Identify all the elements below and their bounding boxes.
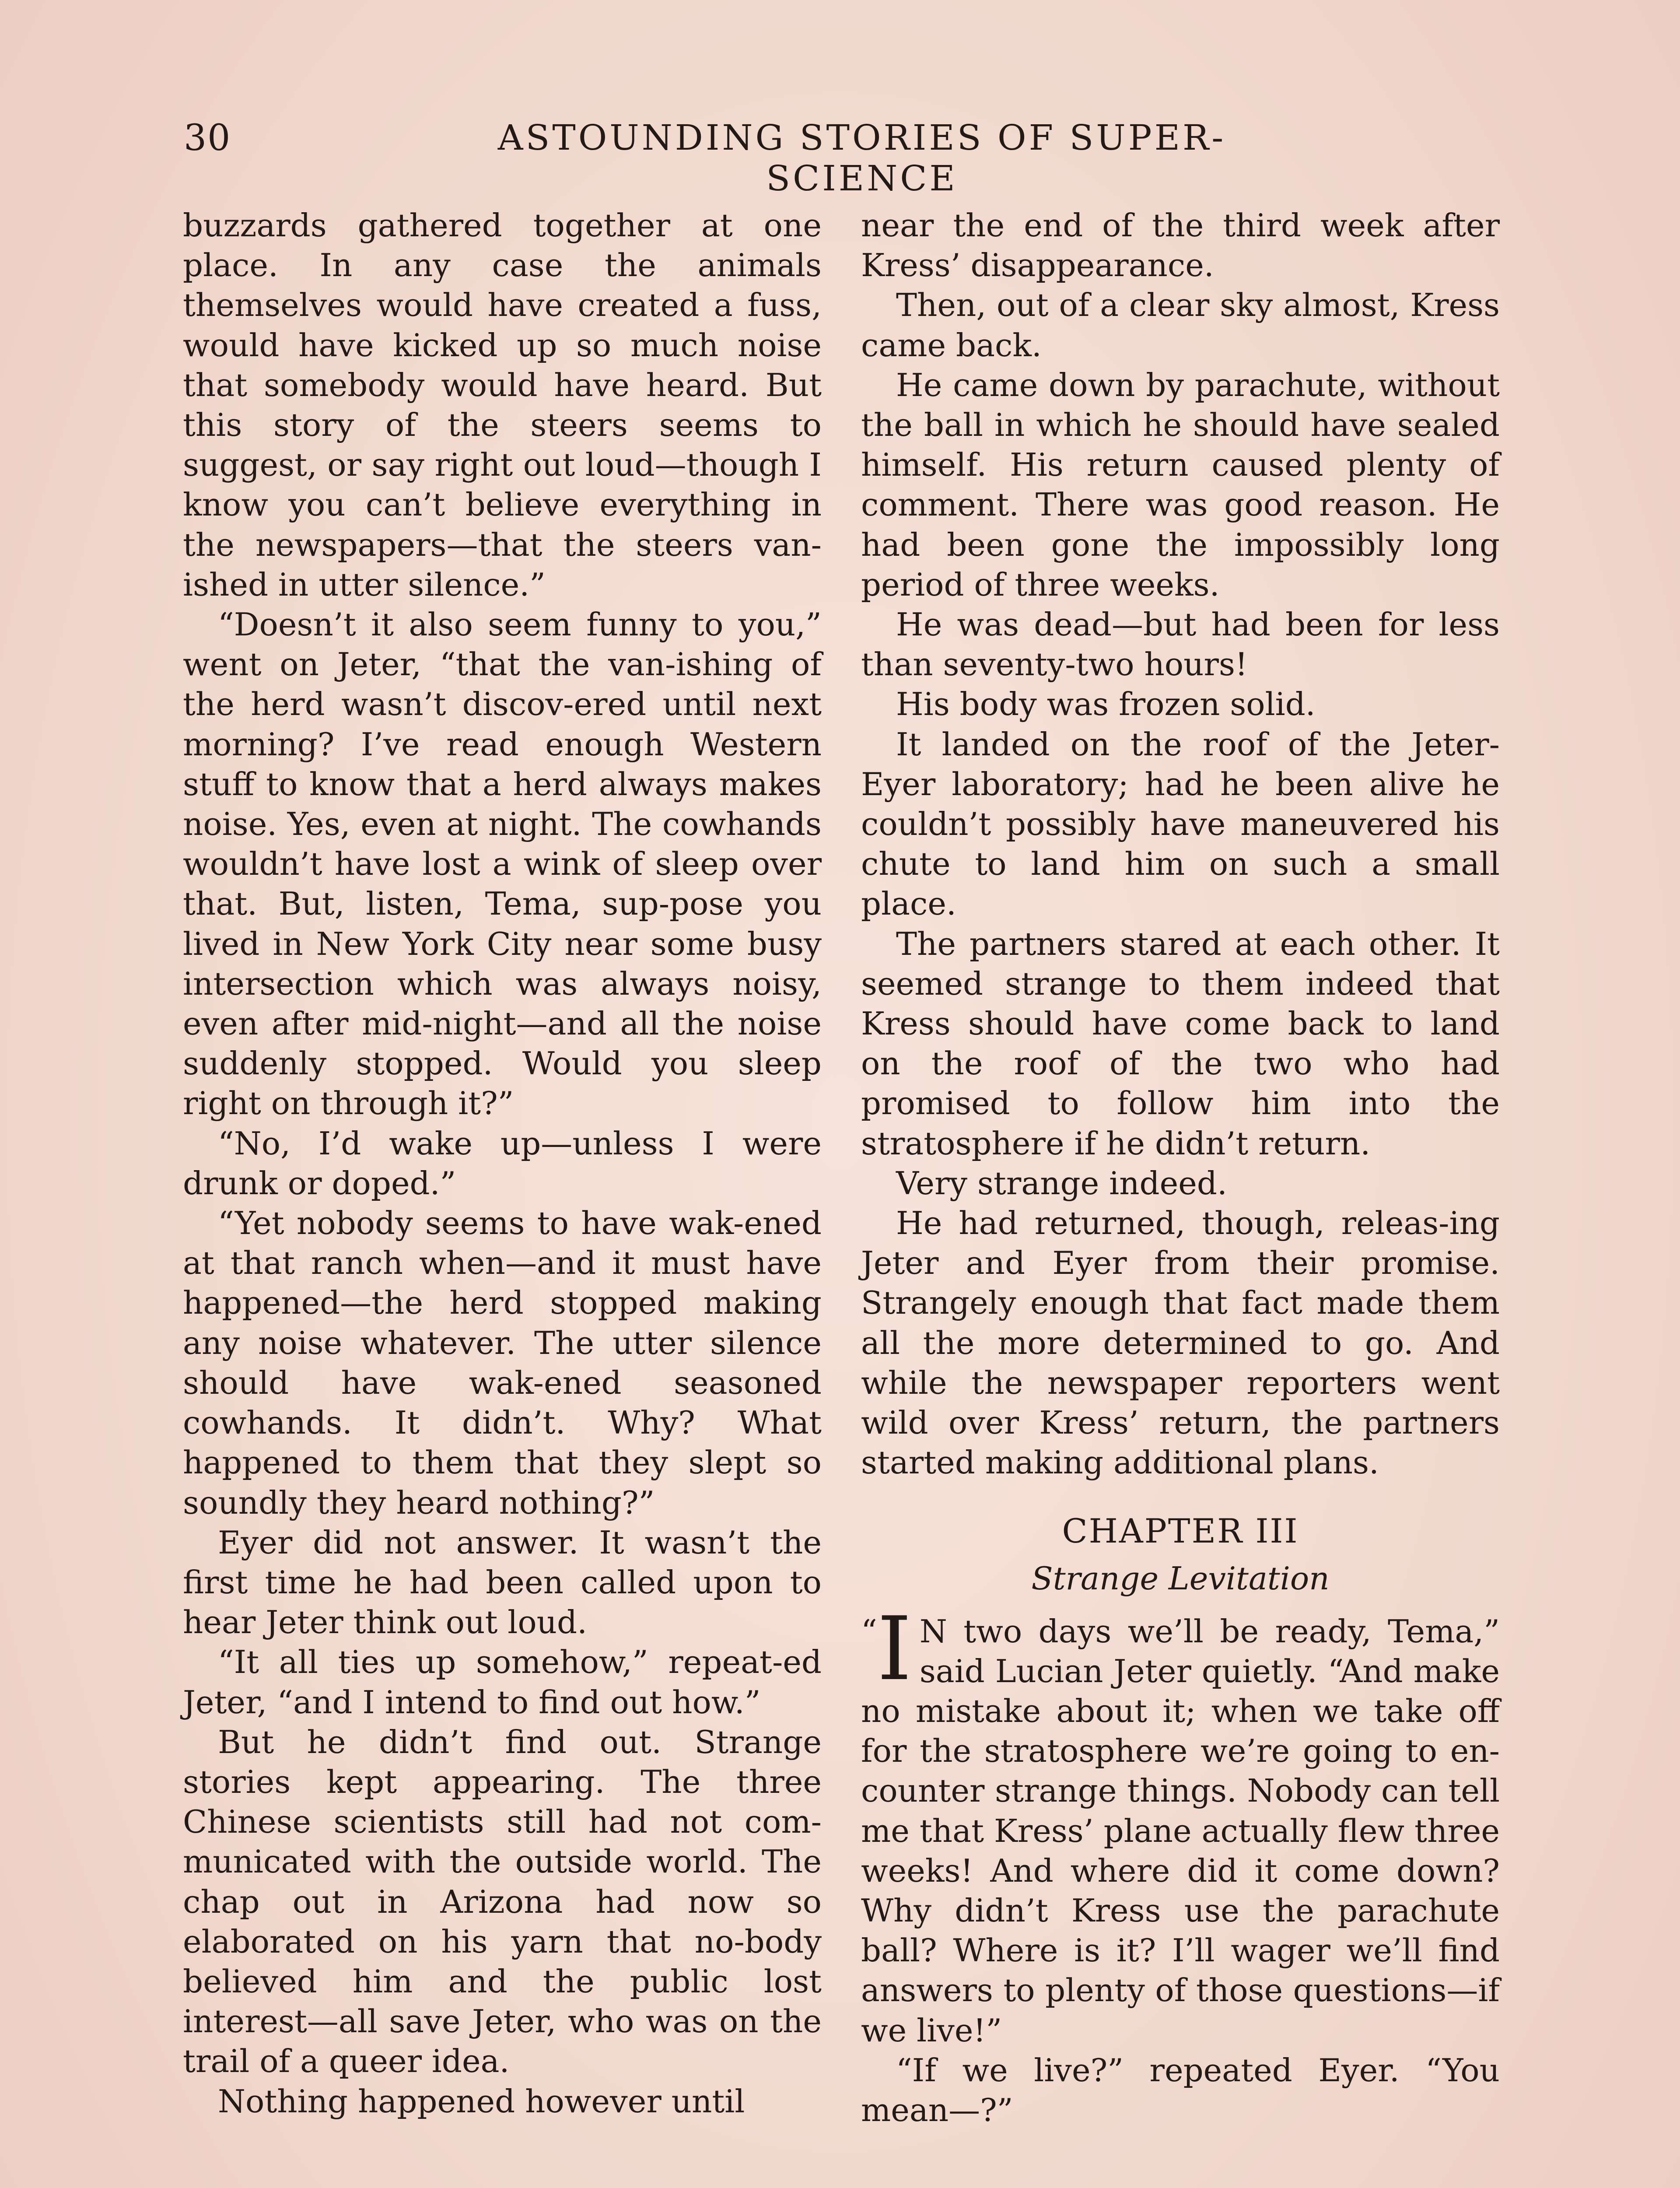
right-paragraph: near the end of the third week after Kress’ disappearance. xyxy=(861,207,1500,284)
right-paragraph: It landed on the roof of the Jeter-Eyer laboratory; had he been alive he couldn’t possibly have maneuvered his chute to land him on such a small place. xyxy=(861,726,1500,922)
left-paragraph: buzzards gathered together at one place. In any case the animals themselves would have created a fuss, would have kicked up so much noise that somebody would have heard. But this story of the steers seems to suggest, or say right out loud—though I know you can’t believe everything in the newspapers—that the steers van-ished in utter silence.” xyxy=(183,207,822,603)
left-paragraph: But he didn’t find out. Strange stories kept appearing. The three Chinese scientists still had not com-municated with the outside world. The chap out in Arizona had now so elaborated on his yarn that no-body believed him and the public lost interest—all save Jeter, who was on the trail of a queer idea. xyxy=(183,1723,822,2080)
chapter-subtitle: Strange Levitation xyxy=(1031,1560,1330,1597)
chapter-heading: CHAPTER III xyxy=(1062,1511,1299,1550)
drop-cap-letter: I xyxy=(877,1598,912,1700)
opening-paragraph-text: N two days we’ll be ready, Tema,” said Lucian Jeter quietly. “And make no mistake about it; when we take off for the stratosphere we’re going to en-counter strange things. Nobody can tell me that Kress’ plane actually flew three weeks! And where did it come down? Why didn’t Kress use the parachute ball? Where is it? I’ll wager we’ll find answers to plenty of those questions—if we live!” xyxy=(861,1613,1500,2049)
left-paragraph: “Doesn’t it also seem funny to you,” went on Jeter, “that the van-ishing of the herd wasn’t discov-ered until next morning? I’ve read enough Western stuff to know that a herd always makes noise. Yes, even at night. The cowhands wouldn’t have lost a wink of sleep over that. But, listen, Tema, sup-pose you lived in New York City near some busy intersection which was always noisy, even after mid-night—and all the noise suddenly stopped. Would you sleep right on through it?” xyxy=(183,606,822,1122)
left-paragraph: Nothing happened however until xyxy=(218,2083,745,2120)
chapter-opening-paragraph xyxy=(861,1598,1500,2051)
right-paragraph: His body was frozen solid. xyxy=(896,686,1316,723)
right-paragraph: He was dead—but had been for less than seventy-two hours! xyxy=(861,606,1500,683)
left-paragraph: “No, I’d wake up—unless I were drunk or doped.” xyxy=(183,1125,822,1202)
left-paragraph: “Yet nobody seems to have wak-ened at that ranch when—and it must have happened—the herd stopped making any noise whatever. The utter silence should have wak-ened seasoned cowhands. It didn’t. Why? What happened to them that they slept so soundly they heard nothing?” xyxy=(183,1205,822,1521)
right-paragraph: Very strange indeed. xyxy=(896,1164,1227,1202)
page-header xyxy=(184,117,1330,199)
right-paragraph: He came down by parachute, without the ball in which he should have sealed himself. His return caused plenty of comment. There was good reason. He had been gone the impossibly long period of three weeks. xyxy=(861,366,1500,603)
page-number: 30 xyxy=(184,117,231,159)
left-column xyxy=(183,206,822,2121)
right-paragraph: Then, out of a clear sky almost, Kress came back. xyxy=(861,287,1500,364)
right-paragraph: The partners stared at each other. It seemed strange to them indeed that Kress should have come back to land on the roof of the two who had promised to follow him into the stratosphere if he didn’t return. xyxy=(861,925,1500,1162)
right-paragraph: He had returned, though, releas-ing Jeter and Eyer from their promise. Strangely enough that fact made them all the more determined to go. And while the newspaper reporters went wild over Kress’ return, the partners started making additional plans. xyxy=(861,1205,1500,1481)
right-column xyxy=(861,206,1500,2130)
running-title: ASTOUNDING STORIES OF SUPER-SCIENCE xyxy=(497,117,1226,199)
closing-paragraph: “If we live?” repeated Eyer. “You mean—?” xyxy=(861,2051,1500,2128)
opening-quote: “ xyxy=(861,1613,877,1650)
left-paragraph: Eyer did not answer. It wasn’t the first time he had been called upon to hear Jeter think out loud. xyxy=(183,1524,822,1641)
left-paragraph: “It all ties up somehow,” repeat-ed Jeter, “and I intend to find out how.” xyxy=(183,1644,822,1721)
right-column-paragraphs xyxy=(861,206,1500,1483)
